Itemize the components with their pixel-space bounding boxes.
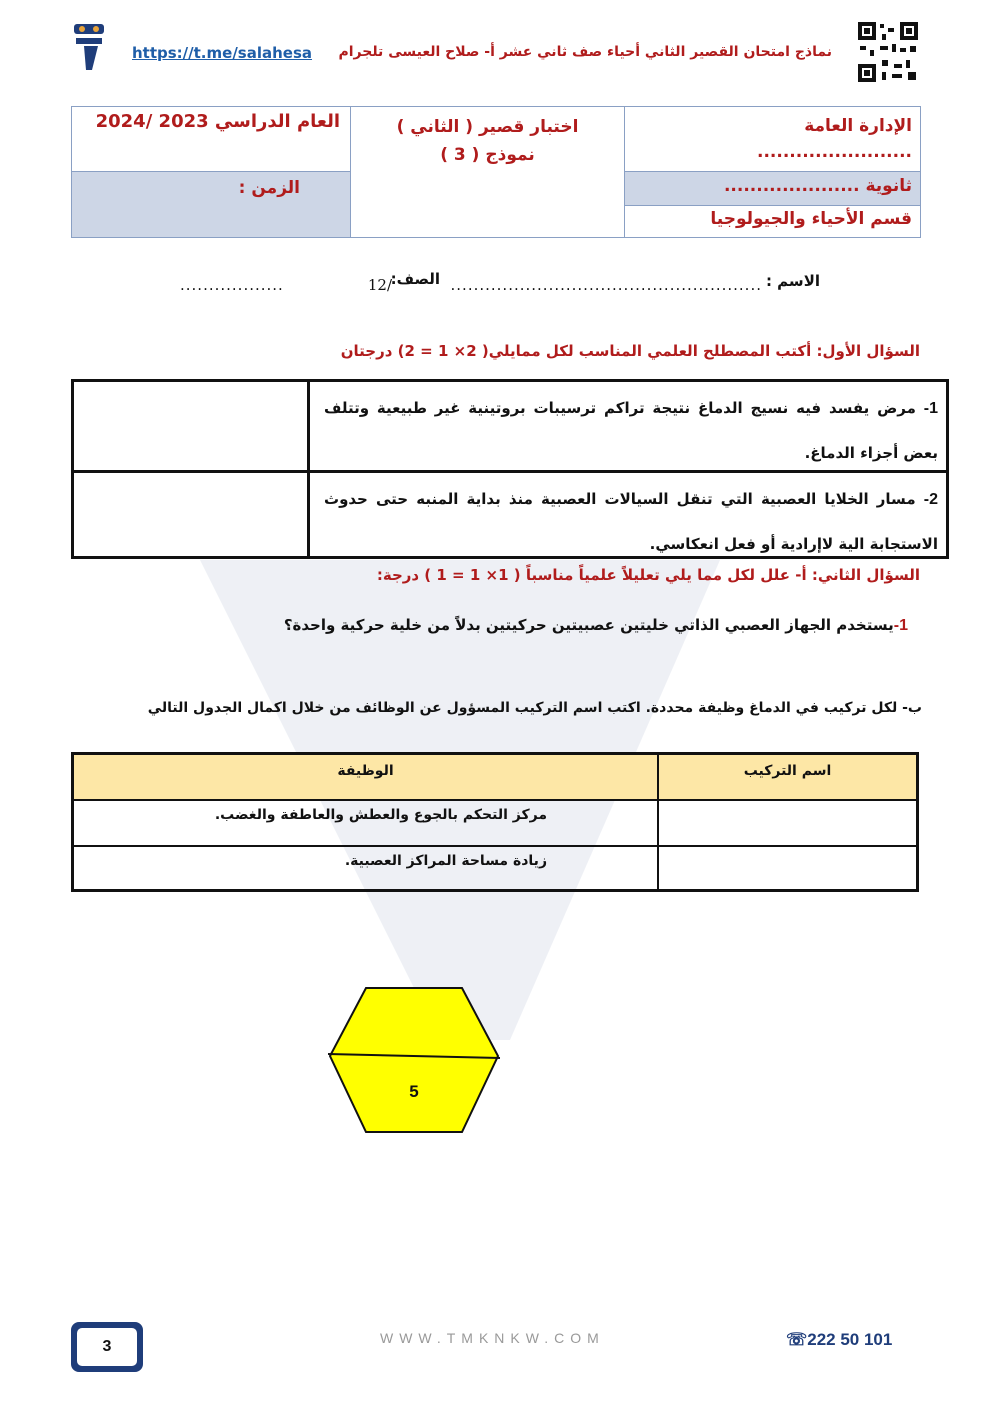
academic-year: العام الدراسي 2023 /2024 — [72, 107, 350, 172]
student-info-line — [180, 268, 820, 298]
question-2a-item — [284, 616, 908, 635]
model-number: نموذج ( 3 ) — [440, 145, 535, 165]
answer-cell[interactable] — [74, 473, 310, 556]
score-hexagon — [326, 986, 502, 1134]
column-header-structure: اسم التركيب — [657, 755, 916, 801]
column-header-function: الوظيفة — [74, 755, 657, 801]
item-number: 1- — [893, 617, 908, 634]
item-number: 2- — [923, 491, 938, 508]
function-cell: زيادة مساحة المراكز العصبية. — [344, 853, 547, 869]
table-row — [74, 847, 916, 889]
question-1-table — [71, 379, 949, 559]
qr-code-icon — [856, 20, 920, 84]
item-text: مرض يفسد فيه نسيج الدماغ نتيجة تراكم ترسيبات بروتينية غير طبيعية وتتلف بعض أجزاء الدماغ. — [324, 399, 938, 462]
table-row — [74, 801, 916, 847]
name-field[interactable]: ...................................................... — [450, 276, 762, 294]
class-label: الصف: — [390, 270, 440, 288]
item-text: مسار الخلايا العصبية التي تنقل السيالات العصبية منذ بداية المنبه حتى حدوث الاستجابة الية لاإرادية أو فعل انعكاسي. — [324, 490, 938, 553]
telegram-link[interactable]: https://t.me/salahesa — [132, 44, 313, 62]
test-title-cell — [350, 107, 624, 237]
page-number: 3 — [77, 1328, 137, 1366]
table-row — [74, 473, 946, 556]
admin-dots: ........................ — [757, 142, 912, 162]
page-number-box — [71, 1322, 143, 1372]
test-title: اختبار قصير ( الثاني ) — [396, 117, 579, 137]
question-2b-prompt: ب- لكل تركيب في الدماغ وظيفة محددة. اكتب اسم التركيب المسؤول عن الوظائف من خلال اكمال الجدول التالي — [147, 700, 922, 716]
department-cell: قسم الأحياء والجيولوجيا — [624, 206, 920, 237]
admin-cell — [624, 107, 920, 172]
class-value: 12/ — [367, 276, 392, 294]
time-label: الزمن : — [72, 172, 350, 237]
question-2-heading: السؤال الثاني: أ- علل لكل مما يلي تعليلاً علمياً مناسباً ( 1× 1 = 1 ) درجة: — [376, 566, 920, 584]
structure-function-table — [71, 752, 919, 892]
table-row — [74, 382, 946, 473]
structure-answer-cell[interactable] — [657, 801, 916, 845]
structure-answer-cell[interactable] — [657, 847, 916, 889]
admin-label: الإدارة العامة — [804, 116, 912, 136]
brand-logo-icon — [72, 20, 110, 72]
question-1-heading: السؤال الأول: أكتب المصطلح العلمي المناسب لكل ممايلي( 2× 1 = 2) درجتان — [340, 342, 920, 360]
answer-cell[interactable] — [74, 382, 310, 470]
school-cell: ثانوية ..................... — [624, 172, 920, 206]
score-total: 5 — [409, 1082, 419, 1101]
footer-website: WWW.TMKNKW.COM — [380, 1330, 605, 1346]
item-number: 1- — [923, 400, 938, 417]
exam-info-box — [71, 106, 921, 238]
header-title: نماذج امتحان القصير الثاني أحياء صف ثاني عشر أ- صلاح العيسى تلجرام — [338, 44, 832, 60]
name-label: الاسم : — [765, 272, 820, 290]
function-cell: مركز التحكم بالجوع والعطش والعاطفة والغضب. — [214, 807, 547, 823]
item-text: يستخدم الجهاز العصبي الذاتي خليتين عصبيتين حركيتين بدلاً من خلية حركية واحدة؟ — [283, 616, 894, 634]
footer-phone: ☏222 50 101 — [786, 1330, 893, 1349]
class-field[interactable]: .................. — [180, 276, 284, 294]
